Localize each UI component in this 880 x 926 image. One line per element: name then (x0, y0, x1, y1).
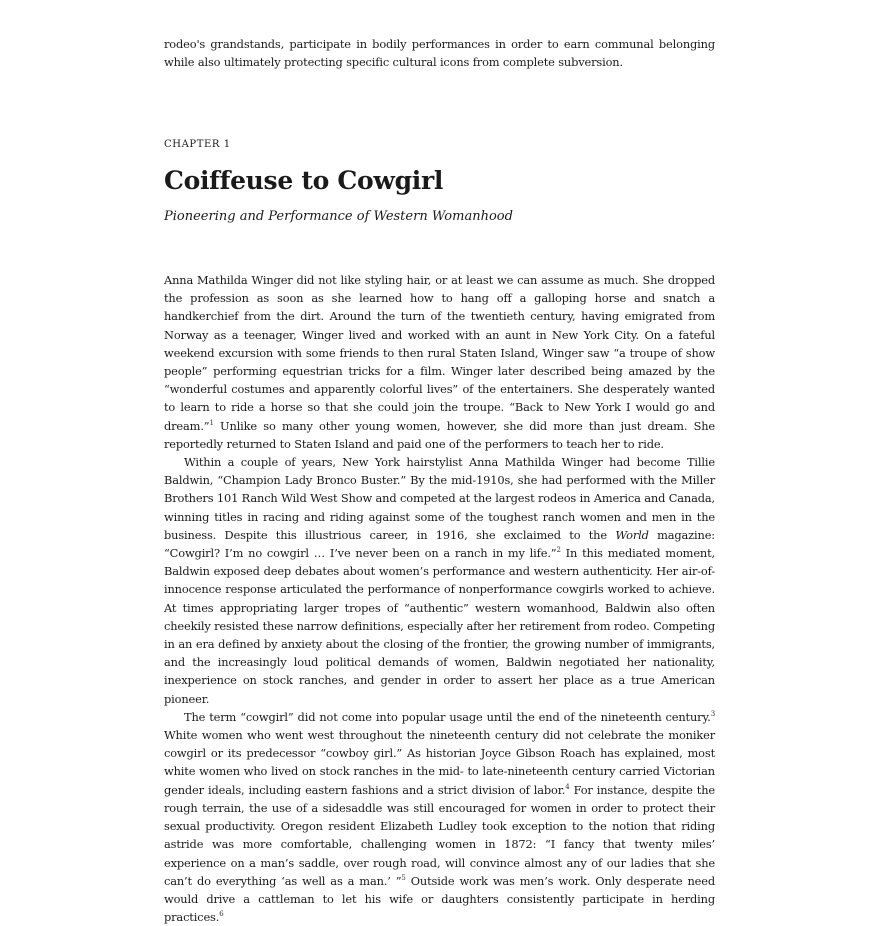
chapter-body (164, 271, 715, 926)
footnote-ref-2[interactable]: 2 (556, 546, 561, 555)
text-run: Within a couple of years, New York hairstylist Anna Mathilda Winger had become Tillie Baldwin, “Champion Lady Bronco Buster.” By the mid-1910s, she had performed with the Miller Brothers 101 Ranch Wild West Show and competed at the largest rodeos in America and Canada, winning titles in racing and riding against some of the toughest ranch women and men in the business. Despite this illustrious career, in 1916, she exclaimed to the (164, 455, 715, 542)
paragraph-1 (164, 271, 715, 453)
publication-title: World (615, 527, 649, 542)
paragraph-2 (164, 453, 715, 708)
footnote-ref-6[interactable]: 6 (219, 910, 224, 919)
text-run: White women who went west throughout the nineteenth century did not celebrate the moniker cowgirl or its predecessor “cowboy girl.” As historian Joyce Gibson Roach has explained, most white women who lived on stock ranches in the mid- to late-nineteenth century carried Victorian gender ideals, including eastern fashions and a strict division of labor. (164, 728, 715, 797)
paragraph-3 (164, 708, 715, 926)
footnote-ref-3[interactable]: 3 (710, 710, 715, 719)
text-run: magazine: “Cowgirl? I’m no cowgirl … I’ve never been on a ranch in my life.” (164, 527, 715, 561)
text-run: Outside work was men’s work. Only desperate need would drive a cattleman to let his wife or daughters consistently participate in herding practices. (164, 873, 715, 925)
text-run: In this mediated moment, Baldwin exposed deep debates about women’s performance and western authenticity. Her air-of-innocence response articulated the performance of nonperformance cowgirls worked to achieve. At times appropriating larger tropes of “authentic” western womanhood, Baldwin also often cheekily resisted these narrow definitions, especially after her retirement from rodeo. Competing in an era defined by anxiety about the closing of the frontier, the growing number of immigrants, and the increasingly loud political demands of women, Baldwin negotiated her nationality, inexperience on stock ranches, and gender in order to assert her place as a true American pioneer. (164, 546, 715, 706)
chapter-subtitle: Pioneering and Performance of Western Womanhood (164, 209, 513, 224)
footnote-ref-1[interactable]: 1 (209, 418, 214, 427)
text-run: Unlike so many other young women, however, she did more than just dream. She reportedly returned to Staten Island and paid one of the performers to teach her to ride. (164, 418, 715, 451)
chapter-title: Coiffeuse to Cowgirl (164, 166, 444, 195)
text-run: For instance, despite the rough terrain, the use of a sidesaddle was still encouraged for women in order to protect their sexual productivity. Oregon resident Elizabeth Ludley took exception to the notion that riding astride was more comfortable, challenging women in 1872: “I fancy that twenty miles’ experience on a man’s saddle, over rough road, will convince almost any of our ladies that she can’t do everything ‘as well as a man.’ ” (164, 782, 715, 888)
carryover-paragraph: rodeo's grandstands, participate in bodily performances in order to earn communal belonging while also ultimately protecting specific cultural icons from complete subversion. (164, 37, 715, 69)
footnote-ref-5[interactable]: 5 (401, 873, 406, 882)
text-run: Anna Mathilda Winger did not like styling hair, or at least we can assume as much. She dropped the profession as soon as she learned how to hang off a galloping horse and snatch a handkerchief from the dirt. Around the turn of the twentieth century, having emigrated from Norway as a teenager, Winger lived and worked with an aunt in New York City. On a fateful weekend excursion with some friends to then rural Staten Island, Winger saw “a troupe of show people” performing equestrian tricks for a film. Winger later described being amazed by the “wonderful costumes and apparently colorful lives” of the entertainers. She desperately wanted to learn to ride a horse so that she could join the troupe. “Back to New York I would go and dream.” (164, 273, 715, 433)
footnote-ref-4[interactable]: 4 (565, 782, 570, 791)
text-run: The term “cowgirl” did not come into popular usage until the end of the nineteenth century. (184, 709, 711, 724)
chapter-label: CHAPTER 1 (164, 139, 231, 150)
